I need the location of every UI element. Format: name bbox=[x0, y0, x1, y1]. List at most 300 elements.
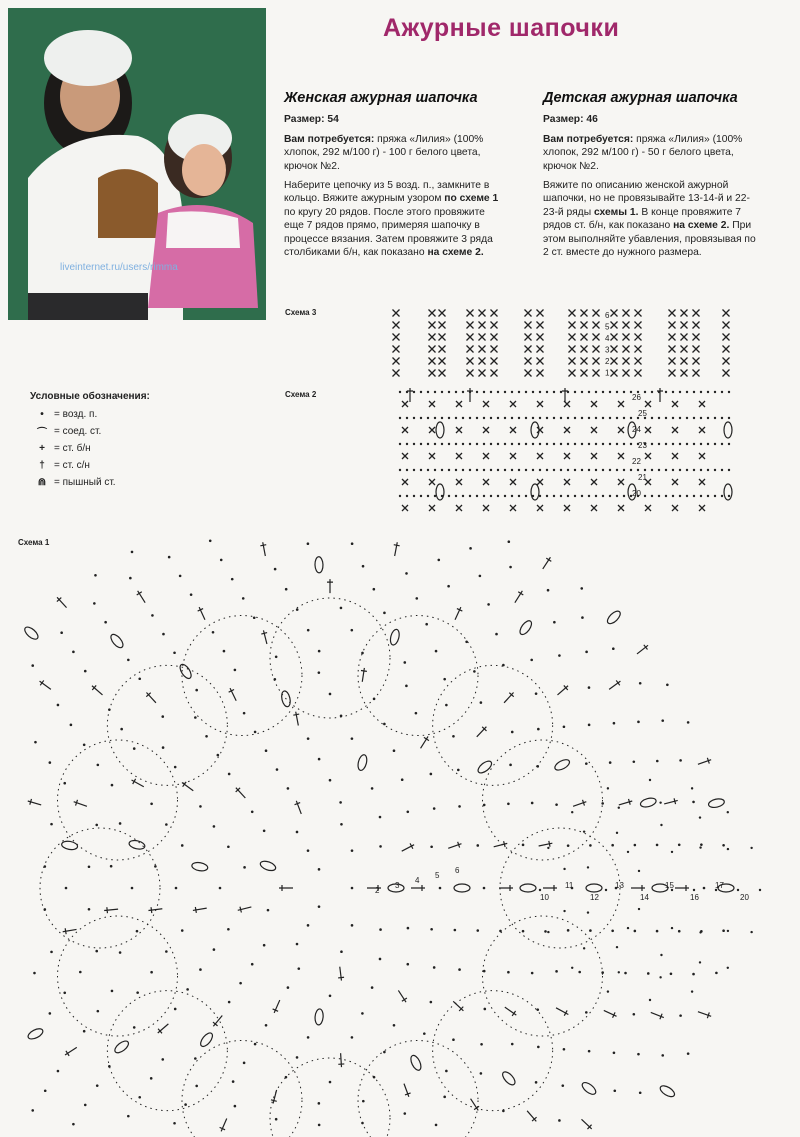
stitch-mark bbox=[452, 1038, 455, 1041]
row-number: 20 bbox=[740, 893, 749, 902]
stitch-mark bbox=[455, 469, 457, 471]
stitch-mark bbox=[635, 310, 642, 317]
stitch-mark bbox=[104, 621, 107, 624]
stitch-mark bbox=[537, 322, 544, 329]
stitch-mark bbox=[402, 479, 408, 485]
stitch-mark bbox=[611, 370, 618, 377]
stitch-mark bbox=[434, 391, 436, 393]
stitch-mark bbox=[737, 889, 739, 891]
stitch-mark bbox=[669, 322, 676, 329]
stitch-mark bbox=[699, 931, 701, 933]
stitch-mark bbox=[427, 469, 429, 471]
stitch-mark bbox=[480, 701, 483, 704]
stitch-mark bbox=[721, 495, 723, 497]
materials-text: пряжа «Лилия» (100% хлопок, 292 м/100 г) - 50 г белого цвета, крючок №2. bbox=[543, 133, 743, 172]
stitch-mark bbox=[532, 469, 534, 471]
stitch-mark bbox=[175, 887, 178, 890]
stitch-mark bbox=[455, 391, 457, 393]
stitch-mark bbox=[537, 334, 544, 341]
stitch-mark bbox=[405, 572, 408, 575]
stitch-mark bbox=[613, 1089, 616, 1092]
stitch-mark bbox=[693, 469, 695, 471]
materials-label: Вам потребуется: bbox=[284, 133, 375, 145]
stitch-mark bbox=[525, 469, 527, 471]
stitch-mark bbox=[681, 370, 688, 377]
stitch-mark bbox=[329, 995, 332, 998]
stitch-mark bbox=[560, 469, 562, 471]
materials-text: пряжа «Лилия» (100% хлопок, 292 м/100 г) - 100 г белого цвета, крючок №2. bbox=[284, 133, 484, 172]
stitch-mark bbox=[728, 469, 730, 471]
stitch-mark bbox=[670, 972, 673, 975]
stitch-mark bbox=[728, 391, 730, 393]
stitch-mark bbox=[638, 908, 640, 910]
stitch-mark bbox=[508, 540, 511, 543]
stitch-mark bbox=[616, 417, 618, 419]
stitch-mark bbox=[63, 1045, 78, 1058]
stitch-mark bbox=[420, 443, 422, 445]
stitch-mark bbox=[212, 631, 215, 634]
stitch-mark bbox=[94, 574, 97, 577]
stitch-mark bbox=[402, 401, 408, 407]
stitch-mark bbox=[402, 427, 408, 433]
stitch-mark bbox=[427, 391, 429, 393]
stitch-mark bbox=[658, 469, 660, 471]
stitch-mark bbox=[483, 391, 485, 393]
stitch-mark bbox=[567, 495, 569, 497]
stitch-mark bbox=[97, 1010, 100, 1013]
stitch-mark bbox=[267, 909, 270, 912]
stitch-mark bbox=[658, 417, 660, 419]
stitch-mark bbox=[148, 906, 163, 914]
stitch-mark bbox=[497, 443, 499, 445]
stitch-mark bbox=[190, 593, 193, 596]
stitch-mark bbox=[259, 859, 277, 872]
stitch-mark bbox=[429, 346, 436, 353]
stitch-mark bbox=[512, 589, 525, 604]
stitch-mark bbox=[581, 358, 588, 365]
stitch-mark bbox=[393, 334, 400, 341]
stitch-mark bbox=[497, 495, 499, 497]
stitch-mark bbox=[623, 334, 630, 341]
stitch-mark bbox=[651, 469, 653, 471]
stitch-mark bbox=[518, 619, 534, 637]
stitch-mark bbox=[579, 1117, 593, 1131]
stitch-mark bbox=[40, 828, 160, 948]
stitch-mark bbox=[602, 417, 604, 419]
stitch-mark bbox=[569, 322, 576, 329]
instructions-bold: по схеме 1 bbox=[444, 193, 499, 205]
stitch-mark bbox=[567, 929, 570, 932]
stitch-mark bbox=[639, 682, 642, 685]
stitch-mark bbox=[699, 453, 705, 459]
stitch-mark bbox=[439, 346, 446, 353]
stitch-mark bbox=[634, 930, 637, 933]
stitch-mark bbox=[84, 670, 87, 673]
stitch-mark bbox=[275, 1118, 278, 1121]
stitch-mark bbox=[293, 711, 302, 726]
stitch-mark bbox=[351, 924, 354, 927]
stitch-mark bbox=[535, 692, 538, 695]
stitch-mark bbox=[315, 557, 324, 573]
stitch-mark bbox=[133, 1026, 136, 1029]
stitch-mark bbox=[588, 724, 591, 727]
stitch-mark bbox=[583, 830, 585, 832]
stitch-mark bbox=[609, 495, 611, 497]
stitch-mark bbox=[693, 391, 695, 393]
stitch-mark bbox=[663, 798, 678, 807]
row-number: 25 bbox=[638, 409, 647, 418]
stitch-mark bbox=[371, 986, 374, 989]
stitch-mark bbox=[581, 334, 588, 341]
stitch-mark bbox=[180, 780, 195, 793]
stitch-mark bbox=[686, 417, 688, 419]
stitch-mark bbox=[263, 830, 266, 833]
stitch-mark bbox=[396, 989, 409, 1004]
stitch-mark bbox=[399, 417, 401, 419]
stitch-mark bbox=[483, 453, 489, 459]
stitch-mark bbox=[173, 1122, 176, 1125]
stitch-mark bbox=[435, 650, 438, 653]
stitch-mark bbox=[467, 358, 474, 365]
stitch-mark bbox=[228, 773, 231, 776]
stitch-mark bbox=[351, 737, 354, 740]
stitch-mark bbox=[687, 1052, 690, 1055]
stitch-mark bbox=[618, 401, 624, 407]
stitch-mark bbox=[669, 370, 676, 377]
row-number: 22 bbox=[632, 457, 641, 466]
stitch-mark bbox=[571, 967, 573, 969]
stitch-mark bbox=[227, 928, 230, 931]
stitch-mark bbox=[383, 723, 386, 726]
stitch-mark bbox=[287, 986, 290, 989]
stitch-mark bbox=[511, 443, 513, 445]
stitch-mark bbox=[707, 417, 709, 419]
stitch-mark bbox=[469, 547, 472, 550]
stitch-mark bbox=[722, 929, 725, 932]
stitch-mark bbox=[296, 831, 299, 834]
row-number: 21 bbox=[638, 473, 647, 482]
stitch-mark bbox=[699, 816, 701, 818]
stitch-mark bbox=[467, 370, 474, 377]
stitch-mark bbox=[623, 310, 630, 317]
stitch-mark bbox=[518, 443, 520, 445]
stitch-mark bbox=[405, 685, 408, 688]
stitch-mark bbox=[509, 566, 512, 569]
stitch-mark bbox=[401, 778, 404, 781]
stitch-mark bbox=[476, 417, 478, 419]
stitch-mark bbox=[569, 370, 576, 377]
stitch-mark bbox=[581, 322, 588, 329]
stitch-mark bbox=[511, 1043, 514, 1046]
stitch-mark bbox=[95, 824, 98, 827]
stitch-mark bbox=[589, 844, 592, 847]
stitch-mark bbox=[595, 495, 597, 497]
stitch-mark bbox=[439, 887, 442, 890]
stitch-mark bbox=[393, 322, 400, 329]
stitch-mark bbox=[525, 322, 532, 329]
stitch-mark bbox=[692, 973, 695, 976]
scheme-3-label: Схема 3 bbox=[285, 308, 317, 317]
stitch-mark bbox=[63, 991, 66, 994]
stitch-mark bbox=[205, 735, 208, 738]
stitch-mark bbox=[104, 906, 119, 913]
stitch-mark bbox=[699, 479, 705, 485]
stitch-mark bbox=[581, 417, 583, 419]
stitch-mark bbox=[469, 495, 471, 497]
stitch-mark bbox=[583, 947, 585, 949]
row-number: 3 bbox=[395, 881, 400, 890]
stitch-mark bbox=[644, 469, 646, 471]
stitch-mark bbox=[531, 802, 534, 805]
stitch-mark bbox=[672, 479, 678, 485]
stitch-mark bbox=[669, 346, 676, 353]
stitch-mark bbox=[518, 417, 520, 419]
stitch-mark bbox=[536, 1008, 539, 1011]
stitch-mark bbox=[243, 1062, 246, 1065]
stitch-mark bbox=[131, 551, 134, 554]
row-number: 17 bbox=[715, 881, 724, 890]
stitch-mark bbox=[700, 495, 702, 497]
stitch-mark bbox=[588, 443, 590, 445]
stitch-mark bbox=[473, 670, 476, 673]
stitch-mark bbox=[510, 479, 516, 485]
instructions-text: Наберите цепочку из 5 возд. п., замкните в кольцо. Вяжите ажурным узором bbox=[284, 180, 490, 205]
stitch-mark bbox=[537, 346, 544, 353]
stitch-mark bbox=[531, 422, 539, 438]
stitch-mark bbox=[425, 623, 428, 626]
stitch-mark bbox=[455, 417, 457, 419]
stitch-mark bbox=[675, 885, 689, 891]
stitch-mark bbox=[339, 801, 342, 804]
stitch-mark bbox=[543, 885, 557, 891]
stitch-mark bbox=[661, 1054, 664, 1057]
stitch-mark bbox=[539, 889, 541, 891]
stitch-mark bbox=[679, 1014, 682, 1017]
stitch-mark bbox=[645, 505, 651, 511]
stitch-mark bbox=[623, 417, 625, 419]
stitch-mark bbox=[567, 417, 569, 419]
stitch-mark bbox=[581, 443, 583, 445]
stitch-mark bbox=[700, 391, 702, 393]
stitch-mark bbox=[443, 678, 446, 681]
stitch-mark bbox=[630, 417, 632, 419]
stitch-mark bbox=[456, 505, 462, 511]
stitch-mark bbox=[393, 358, 400, 365]
stitch-mark bbox=[618, 971, 620, 973]
stitch-mark bbox=[707, 469, 709, 471]
stitch-mark bbox=[483, 495, 485, 497]
stitch-mark bbox=[656, 930, 659, 933]
stitch-mark bbox=[411, 885, 425, 891]
stitch-mark bbox=[402, 453, 408, 459]
stitch-mark bbox=[439, 310, 446, 317]
stitch-mark bbox=[714, 417, 716, 419]
stitch-mark bbox=[503, 1005, 518, 1018]
stitch-mark bbox=[462, 495, 464, 497]
stitch-mark bbox=[681, 310, 688, 317]
stitch-mark bbox=[83, 1030, 86, 1033]
stitch-mark bbox=[699, 961, 701, 963]
stitch-mark bbox=[618, 427, 624, 433]
stitch-mark bbox=[560, 443, 562, 445]
stitch-mark bbox=[531, 972, 534, 975]
stitch-mark bbox=[128, 839, 145, 850]
stitch-mark bbox=[399, 495, 401, 497]
stitch-mark bbox=[581, 469, 583, 471]
stitch-mark bbox=[595, 417, 597, 419]
stitch-mark bbox=[672, 495, 674, 497]
row-number: 2 bbox=[605, 357, 610, 366]
stitch-mark bbox=[401, 1083, 411, 1098]
stitch-mark bbox=[727, 967, 729, 969]
stitch-mark bbox=[434, 417, 436, 419]
stitch-mark bbox=[525, 443, 527, 445]
stitch-mark bbox=[578, 971, 581, 974]
stitch-mark bbox=[439, 334, 446, 341]
stitch-mark bbox=[441, 443, 443, 445]
stitch-mark bbox=[638, 870, 640, 872]
stitch-mark bbox=[393, 1024, 396, 1027]
stitch-mark bbox=[379, 958, 382, 961]
stitch-mark bbox=[627, 851, 629, 853]
stitch-mark bbox=[691, 787, 693, 789]
stitch-mark bbox=[595, 391, 597, 393]
stitch-mark bbox=[707, 495, 709, 497]
stitch-mark bbox=[448, 443, 450, 445]
stitch-mark bbox=[555, 803, 558, 806]
stitch-mark bbox=[593, 334, 600, 341]
stitch-mark bbox=[665, 495, 667, 497]
stitch-mark bbox=[234, 786, 248, 800]
stitch-mark bbox=[616, 469, 618, 471]
stitch-mark bbox=[165, 950, 168, 953]
stitch-mark bbox=[338, 1053, 345, 1067]
stitch-mark bbox=[265, 749, 268, 752]
instructions-text: При этом выполняйте убавления, провязывая по 2 ст. вместе до нужного размера. bbox=[543, 220, 756, 259]
stitch-mark bbox=[479, 346, 486, 353]
stitch-mark bbox=[658, 1084, 676, 1099]
stitch-mark bbox=[479, 358, 486, 365]
stitch-mark bbox=[623, 495, 625, 497]
stitch-mark bbox=[723, 358, 730, 365]
stitch-mark bbox=[678, 930, 681, 933]
stitch-mark bbox=[480, 1043, 483, 1046]
stitch-mark bbox=[58, 916, 178, 1036]
stitch-mark bbox=[581, 495, 583, 497]
stitch-mark bbox=[699, 846, 701, 848]
stitch-mark bbox=[130, 777, 145, 789]
stitch-mark bbox=[454, 929, 457, 932]
legend-item: † = ст. с/н bbox=[30, 457, 150, 474]
row-number: 16 bbox=[690, 893, 699, 902]
stitch-mark bbox=[532, 417, 534, 419]
stitch-mark bbox=[127, 659, 130, 662]
stitch-mark bbox=[406, 810, 409, 813]
stitch-mark bbox=[491, 358, 498, 365]
stitch-mark bbox=[362, 1100, 365, 1103]
stitch-mark bbox=[693, 310, 700, 317]
size-value: 46 bbox=[586, 114, 598, 126]
stitch-mark bbox=[294, 800, 305, 815]
stitch-mark bbox=[219, 887, 222, 890]
stitch-mark bbox=[399, 469, 401, 471]
stitch-mark bbox=[669, 358, 676, 365]
stitch-mark bbox=[263, 944, 266, 947]
stitch-mark bbox=[723, 346, 730, 353]
stitch-mark bbox=[656, 844, 659, 847]
stitch-mark bbox=[174, 766, 177, 769]
stitch-mark bbox=[574, 495, 576, 497]
stitch-mark bbox=[458, 805, 461, 808]
stitch-mark bbox=[430, 773, 433, 776]
stitch-mark bbox=[430, 1001, 433, 1004]
stitch-mark bbox=[588, 1050, 591, 1053]
stitch-mark bbox=[611, 334, 618, 341]
stitch-mark bbox=[547, 847, 549, 849]
stitch-mark bbox=[254, 731, 257, 734]
stitch-mark bbox=[679, 495, 681, 497]
stitch-mark bbox=[400, 842, 415, 854]
stitch-mark bbox=[553, 469, 555, 471]
stitch-mark bbox=[707, 443, 709, 445]
stitch-mark bbox=[672, 505, 678, 511]
stitch-mark bbox=[220, 559, 223, 562]
stitch-mark bbox=[231, 578, 234, 581]
stitch-mark bbox=[595, 469, 597, 471]
stitch-mark bbox=[616, 946, 618, 948]
stitch-mark bbox=[612, 647, 615, 650]
stitch-mark bbox=[113, 1039, 131, 1055]
stitch-mark bbox=[407, 388, 413, 402]
stitch-mark bbox=[456, 479, 462, 485]
stitch-mark bbox=[721, 443, 723, 445]
stitch-mark bbox=[679, 443, 681, 445]
stitch-mark bbox=[669, 334, 676, 341]
stitch-mark bbox=[553, 621, 556, 624]
legend-title: Условные обозначения: bbox=[30, 391, 150, 402]
stitch-mark bbox=[34, 741, 37, 744]
stitch-mark bbox=[467, 346, 474, 353]
stitch-mark bbox=[379, 928, 382, 931]
stitch-mark bbox=[359, 668, 367, 683]
stitch-mark bbox=[602, 443, 604, 445]
stitch-mark bbox=[429, 427, 435, 433]
stitch-mark bbox=[162, 746, 165, 749]
stitch-mark bbox=[495, 633, 498, 636]
stitch-mark bbox=[413, 469, 415, 471]
stitch-mark bbox=[429, 370, 436, 377]
stitch-mark bbox=[161, 715, 164, 718]
stitch-mark bbox=[640, 797, 658, 809]
stitch-mark bbox=[469, 417, 471, 419]
stitch-mark bbox=[686, 469, 688, 471]
stitch-mark bbox=[429, 479, 435, 485]
stitch-mark bbox=[383, 1051, 386, 1054]
stitch-mark bbox=[434, 469, 436, 471]
stitch-mark bbox=[511, 731, 514, 734]
stitch-mark bbox=[491, 322, 498, 329]
stitch-mark bbox=[693, 334, 700, 341]
stitch-mark bbox=[510, 453, 516, 459]
stitch-mark bbox=[681, 334, 688, 341]
stitch-mark bbox=[27, 1027, 45, 1041]
stitch-mark bbox=[537, 370, 544, 377]
stitch-mark bbox=[60, 631, 63, 634]
stitch-mark bbox=[429, 505, 435, 511]
stitch-mark bbox=[511, 391, 513, 393]
stitch-mark bbox=[708, 797, 725, 808]
stitch-mark bbox=[750, 931, 752, 933]
